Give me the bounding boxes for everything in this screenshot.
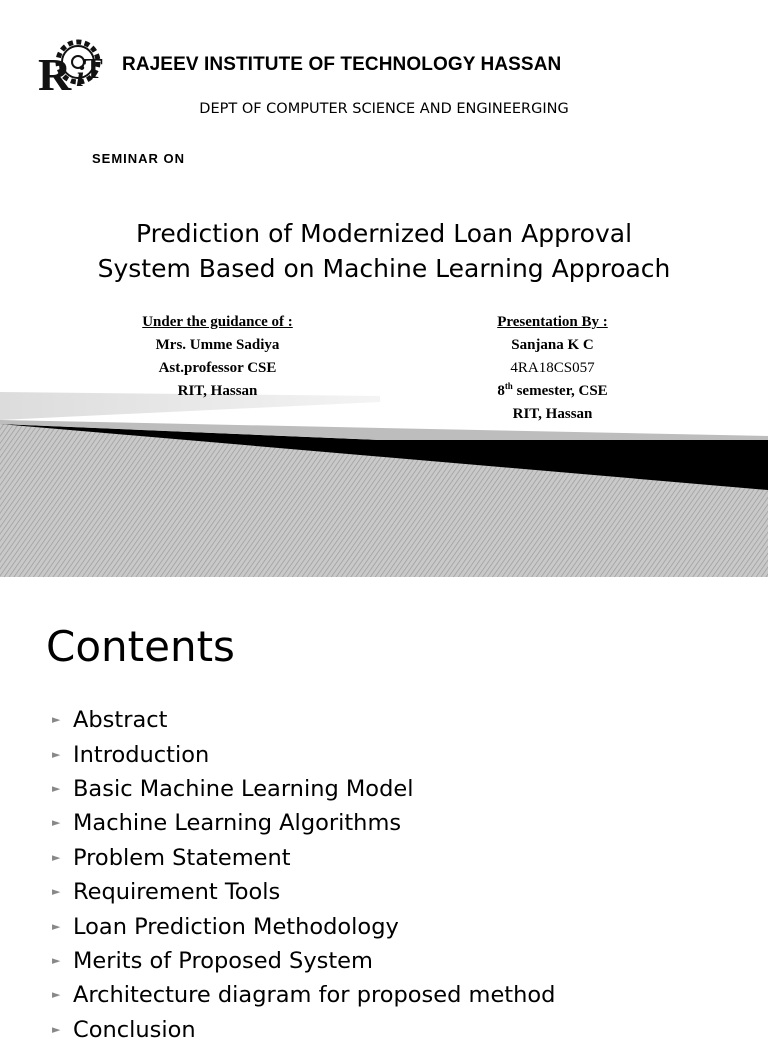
bullet-icon: ► bbox=[52, 953, 61, 967]
bullet-icon: ► bbox=[52, 1022, 61, 1036]
list-item bbox=[52, 875, 555, 909]
presenter-semester: 8th semester, CSE bbox=[497, 381, 608, 399]
list-item bbox=[52, 1013, 555, 1047]
list-item-label: Conclusion bbox=[73, 1016, 196, 1043]
list-item bbox=[52, 909, 555, 943]
contents-slide bbox=[0, 600, 768, 1043]
guide-designation: Ast.professor CSE bbox=[158, 360, 277, 376]
presenter-usn: 4RA18CS057 bbox=[510, 360, 595, 376]
bullet-icon: ► bbox=[52, 747, 61, 761]
bullet-icon: ► bbox=[52, 781, 61, 795]
svg-text:R: R bbox=[38, 49, 72, 98]
list-item bbox=[52, 841, 555, 875]
svg-text:i: i bbox=[76, 60, 85, 93]
presenter-place: RIT, Hassan bbox=[512, 406, 593, 422]
list-item-label: Requirement Tools bbox=[73, 879, 281, 906]
list-item-label: Loan Prediction Methodology bbox=[73, 913, 399, 940]
seminar-label: SEMINAR ON bbox=[92, 151, 186, 166]
list-item-label: Problem Statement bbox=[73, 844, 291, 871]
slide-title bbox=[0, 216, 768, 286]
list-item-label: Abstract bbox=[73, 707, 168, 734]
list-item bbox=[52, 737, 555, 771]
list-item bbox=[52, 806, 555, 840]
list-item bbox=[52, 772, 555, 806]
guide-block bbox=[100, 311, 335, 403]
title-line-1: Prediction of Modernized Loan Approval bbox=[135, 219, 633, 248]
guide-place: RIT, Hassan bbox=[177, 383, 258, 399]
bullet-icon: ► bbox=[52, 850, 61, 864]
list-item-label: Basic Machine Learning Model bbox=[73, 775, 414, 802]
svg-text:T: T bbox=[84, 54, 103, 85]
list-item-label: Machine Learning Algorithms bbox=[73, 810, 402, 837]
institute-name: RAJEEV INSTITUTE OF TECHNOLOGY HASSAN bbox=[122, 54, 562, 75]
list-item-label: Architecture diagram for proposed method bbox=[73, 982, 556, 1009]
contents-heading: Contents bbox=[46, 622, 235, 671]
bullet-icon: ► bbox=[52, 816, 61, 830]
list-item-label: Merits of Proposed System bbox=[73, 947, 373, 974]
list-item bbox=[52, 703, 555, 737]
bullet-icon: ► bbox=[52, 988, 61, 1002]
presenter-heading: Presentation By : bbox=[497, 314, 608, 330]
rit-logo-icon bbox=[36, 36, 106, 98]
title-line-2: System Based on Machine Learning Approach bbox=[97, 254, 671, 283]
guide-name: Mrs. Umme Sadiya bbox=[155, 337, 280, 353]
bullet-icon: ► bbox=[52, 919, 61, 933]
bullet-icon: ► bbox=[52, 713, 61, 727]
presenter-name: Sanjana K C bbox=[511, 337, 594, 353]
presenter-block bbox=[440, 311, 665, 426]
list-item-label: Introduction bbox=[73, 741, 210, 768]
guide-heading: Under the guidance of : bbox=[142, 314, 293, 330]
contents-list bbox=[52, 703, 555, 1047]
department-name: DEPT OF COMPUTER SCIENCE AND ENGINEERGING bbox=[199, 101, 569, 117]
bullet-icon: ► bbox=[52, 885, 61, 899]
list-item bbox=[52, 944, 555, 978]
list-item bbox=[52, 978, 555, 1012]
